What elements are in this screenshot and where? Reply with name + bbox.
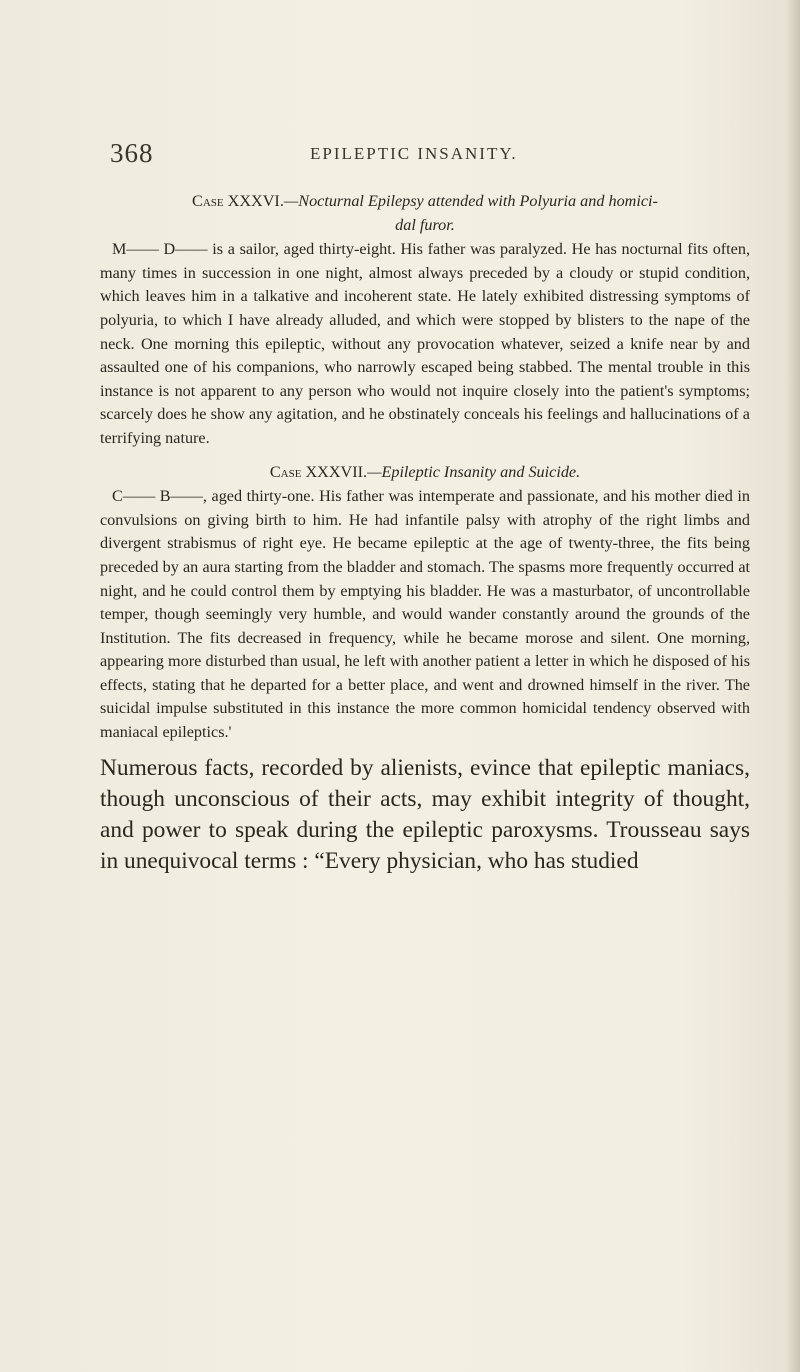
case-37 — [100, 461, 750, 745]
running-head: EPILEPTIC INSANITY. — [310, 144, 518, 163]
case-36-title — [100, 190, 750, 237]
case-36-text: M—— D—— is a sailor, aged thirty-eight. His father was paralyzed. He has nocturnal fits often, many times in succession in one night, almost always preceded by a cloudy or stupid condition, which leaves him in a talkative and incoherent state. He lately exhibited distressing symptoms of polyuria, to which I have already alluded, and which were stopped by blisters to the nape of the neck. One morning this epileptic, without any provocation whatever, seized a knife near by and assaulted one of his companions, who narrowly escaped being stabbed. The mental trouble in this instance is not apparent to any person who would not inquire closely into the patient's symptoms; scarcely does he show any agitation, and he obstinately conceals his feelings and hallucinations of a terrifying nature. — [100, 240, 750, 447]
case-37-text: C—— B——, aged thirty-one. His father was intemperate and passionate, and his mother died in convulsions on giving birth to him. He had infantile palsy with atrophy of the right limbs and divergent strabismus of right eye. He became epileptic at the age of twenty-three, the fits being preceded by an aura starting from the bladder and stomach. The spasms more frequently occurred at night, and he could control them by emptying his bladder. He was a masturbator, of uncontrollable temper, though seemingly very humble, and would wander constantly around the grounds of the Institution. The fits decreased in frequency, while he became morose and silent. One morning, appearing more disturbed than usual, he left with another patient a letter in which he disposed of his effects, stating that he departed for a better place, and went and drowned himself in the river. The suicidal impulse substituted in this instance the more common homicidal tendency observed with maniacal epileptics.' — [100, 487, 750, 742]
main-paragraph: Numerous facts, recorded by alienists, evince that epileptic maniacs, though unconscious of their acts, may exhibit integrity of thought, and power to speak during the epileptic paroxysms. Trousseau says in unequivocal terms : “Every physician, who has studied — [100, 754, 750, 874]
case-36-title-line2: dal furor. — [395, 215, 455, 234]
case-36-label: Case XXXVI. — [192, 192, 284, 210]
page-edge-shadow — [786, 0, 800, 1372]
case-37-title — [100, 461, 750, 485]
case-36-title-line1: —Nocturnal Epilepsy attended with Polyuria and homici- — [283, 192, 658, 210]
page-body — [100, 190, 750, 877]
case-37-title-text: —Epileptic Insanity and Suicide. — [367, 462, 581, 481]
case-36 — [100, 190, 750, 451]
page-number: 368 — [110, 138, 154, 168]
page-header — [110, 138, 760, 168]
case-37-label: Case XXXVII. — [269, 462, 368, 481]
